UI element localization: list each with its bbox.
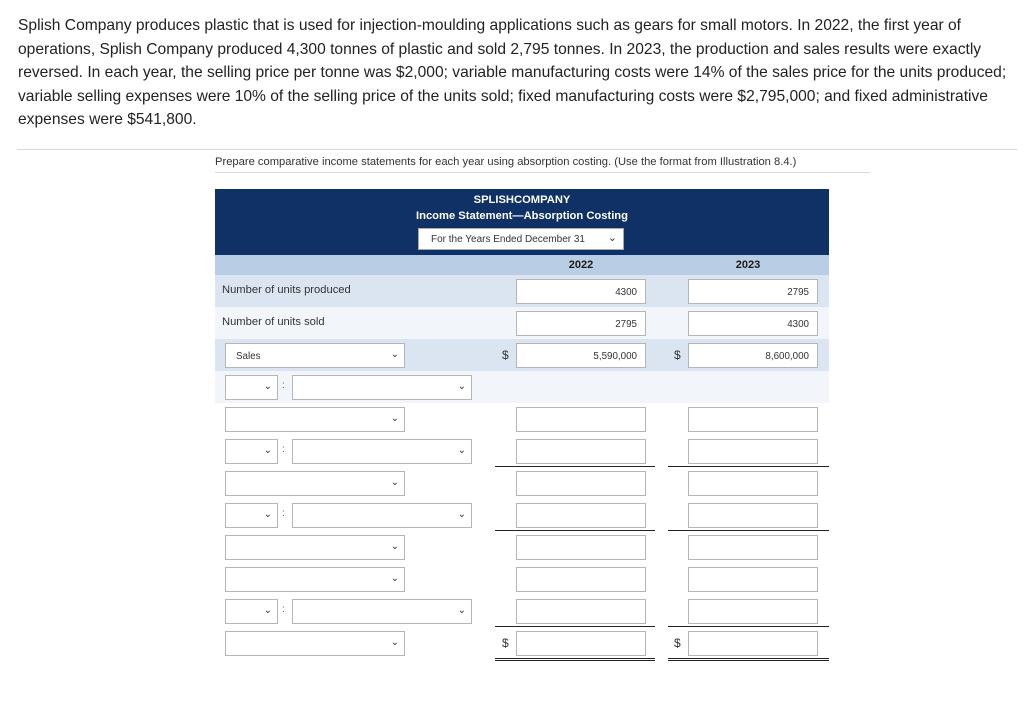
line-item-select[interactable] bbox=[225, 343, 405, 368]
line-item-select[interactable] bbox=[292, 375, 472, 400]
chevron-down-icon: ⌄ bbox=[390, 541, 399, 552]
amount-2022-input[interactable] bbox=[516, 567, 646, 592]
dollar-sign: $ bbox=[502, 636, 509, 650]
line-item-prefix-select[interactable] bbox=[225, 439, 278, 464]
line-item-row bbox=[215, 435, 829, 467]
line-item-select[interactable] bbox=[225, 535, 405, 560]
instruction-divider bbox=[215, 172, 870, 173]
problem-text: Splish Company produces plastic that is used for injection-moulding applications such as gears for small motors. In 2022, the first year of operations, Splish Company produced 4,300 tonnes of plastic and sold 2,795 tonnes. In 2023, the production and sales results were exactly reversed. In each year, the selling price per tonne was $2,000; variable manufacturing costs were 14% of the sales price for the units produced; variable selling expenses were 10% of the selling price of the units sold; fixed manufacturing costs were $2,795,000; and fixed administrative expenses were $541,800. bbox=[18, 17, 1007, 128]
line-item-select-value: Sales bbox=[236, 351, 261, 362]
colon-separator: : bbox=[282, 444, 285, 455]
net-income-2022-input[interactable] bbox=[516, 631, 646, 656]
chevron-down-icon: ⌄ bbox=[263, 381, 272, 392]
units-sold-row bbox=[215, 307, 829, 339]
net-income-row bbox=[215, 627, 829, 659]
chevron-down-icon: ⌄ bbox=[457, 381, 466, 392]
double-underline bbox=[495, 660, 655, 661]
amount-2023-input[interactable] bbox=[688, 503, 818, 528]
line-item-select[interactable] bbox=[225, 567, 405, 592]
chevron-down-icon: ⌄ bbox=[457, 445, 466, 456]
chevron-down-icon: ⌄ bbox=[263, 605, 272, 616]
chevron-down-icon: ⌄ bbox=[390, 573, 399, 584]
sales-row bbox=[215, 339, 829, 371]
double-underline bbox=[668, 658, 829, 659]
amount-2023-input[interactable] bbox=[688, 567, 818, 592]
dollar-sign: $ bbox=[502, 348, 509, 362]
amount-2023-input[interactable] bbox=[688, 535, 818, 560]
chevron-down-icon: ⌄ bbox=[390, 349, 399, 360]
colon-separator: : bbox=[282, 604, 285, 615]
instruction-text: Prepare comparative income statements for each year using absorption costing. (Use the format from Illustration 8.4.) bbox=[215, 156, 797, 168]
year-2022-label: 2022 bbox=[568, 259, 594, 271]
units-sold-label: Number of units sold bbox=[222, 316, 325, 328]
period-select-value: For the Years Ended December 31 bbox=[431, 234, 585, 245]
line-item-prefix-select[interactable] bbox=[225, 503, 278, 528]
line-item-row bbox=[215, 499, 829, 531]
amount-2023-input[interactable] bbox=[688, 471, 818, 496]
income-statement-form bbox=[215, 189, 829, 659]
line-item-row bbox=[215, 371, 829, 403]
dollar-sign: $ bbox=[674, 636, 681, 650]
year-2023-label: 2023 bbox=[735, 259, 761, 271]
chevron-down-icon: ⌄ bbox=[390, 637, 399, 648]
divider bbox=[17, 149, 1017, 150]
units-produced-2023-input[interactable]: 2795 bbox=[688, 279, 818, 304]
amount-2022-input[interactable] bbox=[516, 407, 646, 432]
net-income-2023-input[interactable] bbox=[688, 631, 818, 656]
units-produced-row bbox=[215, 275, 829, 307]
chevron-down-icon: ⌄ bbox=[457, 605, 466, 616]
company-name: SPLISHCOMPANY bbox=[473, 194, 571, 206]
units-sold-2023-input[interactable]: 4300 bbox=[688, 311, 818, 336]
period-select[interactable] bbox=[418, 228, 624, 250]
dollar-sign: $ bbox=[674, 348, 681, 362]
amount-2022-input[interactable] bbox=[516, 471, 646, 496]
line-item-row bbox=[215, 467, 829, 499]
units-sold-2022-input[interactable]: 2795 bbox=[516, 311, 646, 336]
line-item-select[interactable] bbox=[225, 471, 405, 496]
colon-separator: : bbox=[282, 508, 285, 519]
colon-separator: : bbox=[282, 380, 285, 391]
double-underline bbox=[668, 660, 829, 661]
line-item-select[interactable] bbox=[292, 503, 472, 528]
units-produced-2022-input[interactable]: 4300 bbox=[516, 279, 646, 304]
line-item-row bbox=[215, 531, 829, 563]
statement-header bbox=[215, 189, 829, 255]
amount-2022-input[interactable] bbox=[516, 503, 646, 528]
chevron-down-icon: ⌄ bbox=[263, 445, 272, 456]
chevron-down-icon: ⌄ bbox=[390, 477, 399, 488]
line-item-row bbox=[215, 403, 829, 435]
units-produced-label: Number of units produced bbox=[222, 284, 351, 296]
chevron-down-icon: ⌄ bbox=[390, 413, 399, 424]
line-item-select[interactable] bbox=[225, 631, 405, 656]
year-header-row bbox=[215, 255, 829, 275]
line-item-select[interactable] bbox=[225, 407, 405, 432]
sales-2023-input[interactable]: 8,600,000 bbox=[688, 343, 818, 368]
line-item-row bbox=[215, 563, 829, 595]
amount-2022-input[interactable] bbox=[516, 599, 646, 624]
amount-2022-input[interactable] bbox=[516, 535, 646, 560]
statement-title: Income Statement—Absorption Costing bbox=[416, 210, 628, 222]
chevron-down-icon: ⌄ bbox=[263, 509, 272, 520]
line-item-select[interactable] bbox=[292, 439, 472, 464]
line-item-select[interactable] bbox=[292, 599, 472, 624]
line-item-row bbox=[215, 595, 829, 627]
chevron-down-icon: ⌄ bbox=[457, 509, 466, 520]
double-underline bbox=[495, 658, 655, 659]
amount-2023-input[interactable] bbox=[688, 599, 818, 624]
line-item-prefix-select[interactable] bbox=[225, 375, 278, 400]
amount-2022-input[interactable] bbox=[516, 439, 646, 464]
chevron-down-icon: ⌄ bbox=[607, 232, 617, 244]
line-item-prefix-select[interactable] bbox=[225, 599, 278, 624]
sales-2022-input[interactable]: 5,590,000 bbox=[516, 343, 646, 368]
amount-2023-input[interactable] bbox=[688, 439, 818, 464]
amount-2023-input[interactable] bbox=[688, 407, 818, 432]
